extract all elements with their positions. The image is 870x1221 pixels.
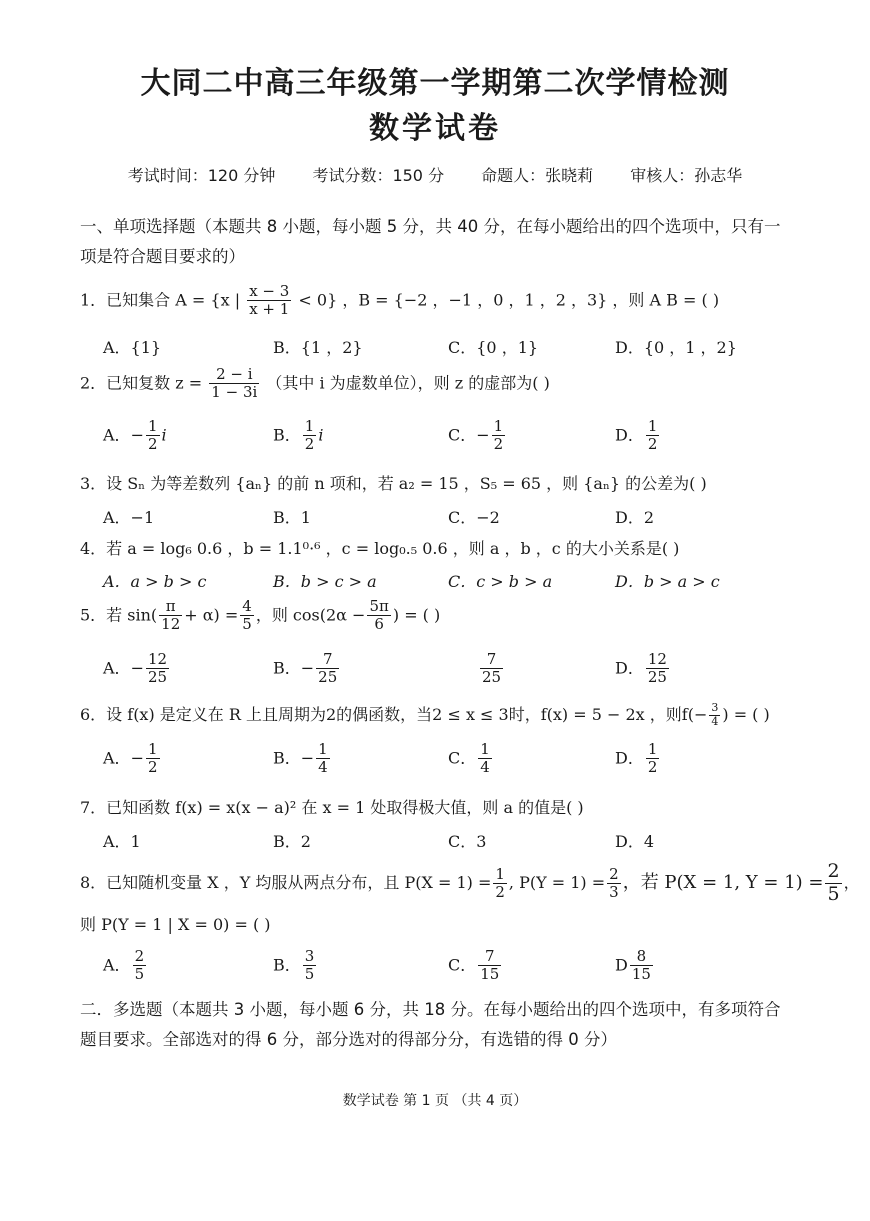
- q2-a-frac: [146, 418, 160, 454]
- q5-a-sign: −: [130, 658, 144, 678]
- question-6: [80, 702, 820, 729]
- q6-d-frac: [646, 741, 660, 777]
- q6-suffix: ) = ( ): [722, 705, 770, 724]
- q6-c-num: 1: [480, 740, 490, 758]
- q5-d-frac: [646, 651, 669, 687]
- q6-b-den: 4: [318, 758, 328, 777]
- q2-option-c: [448, 418, 507, 454]
- q1-option-b: B．{1 ，2}: [273, 338, 363, 357]
- q5-b-den: 25: [318, 668, 338, 687]
- q6-d-num: 1: [647, 740, 658, 758]
- q8-prefix: 8．已知随机变量 X ，Y 均服从两点分布，且 P(X = 1) =: [80, 872, 492, 892]
- section-2-heading: [80, 995, 810, 1055]
- q4-option-d: D．b > a > c: [615, 572, 720, 591]
- q6-a-label: A．: [103, 748, 131, 768]
- q5-f2-num: 4: [242, 597, 252, 615]
- question-7: 7．已知函数 f(x) = x(x − a)² 在 x = 1 处取得极大值，则 a 的值是( ): [80, 798, 584, 817]
- question-5: [80, 598, 820, 634]
- q6-a-sign: −: [130, 748, 144, 768]
- q2-option-a: [103, 418, 167, 454]
- q7-option-a: A．1: [103, 832, 141, 851]
- q5-option-b: [273, 651, 341, 687]
- q5-option-d: [615, 651, 671, 687]
- q5-frac-2: [240, 598, 254, 634]
- exam-reviewer: 审核人：孙志华: [630, 166, 743, 185]
- q2-c-sign: −: [476, 425, 490, 445]
- question-8: [80, 860, 860, 906]
- q8-f2-den: 3: [609, 882, 619, 901]
- exam-title: 大同二中高三年级第一学期第二次学情检测: [140, 66, 730, 101]
- exam-author: 命题人：张晓莉: [481, 166, 594, 185]
- q5-f1-den: 12: [161, 615, 181, 634]
- question-8-line-2: 则 P(Y = 1 | X = 0) = ( ): [80, 915, 271, 934]
- exam-score: 考试分数：150 分: [312, 166, 445, 185]
- section-1-line-1: 一、单项选择题（本题共 8 小题，每小题 5 分，共 40 分，在每小题给出的四个选项中，只有一: [80, 217, 781, 236]
- q2-a-num: 1: [147, 417, 158, 435]
- q8-frac-1: [493, 866, 507, 902]
- q8-option-c: [448, 948, 503, 984]
- q2-option-d: [615, 418, 661, 454]
- q1-option-a: A．{1}: [103, 338, 162, 357]
- q5-a-num: 12: [147, 650, 168, 668]
- q2-c-den: 2: [493, 435, 504, 454]
- q2-frac-num: 2 − i: [209, 366, 259, 384]
- q5-c-frac: [480, 651, 503, 687]
- q8-f2-num: 2: [609, 864, 619, 883]
- q3-option-d: D．2: [615, 508, 655, 527]
- q2-a-tail: i: [161, 425, 167, 445]
- q3-option-c: C．−2: [448, 508, 500, 527]
- q5-b-num: 7: [316, 651, 339, 669]
- q8-mid2: ，若 P(X = 1, Y = 1) =: [622, 871, 824, 893]
- q8-a-frac: [133, 948, 147, 984]
- q2-b-num: 1: [304, 417, 315, 435]
- q2-c-frac: [492, 418, 506, 454]
- q8-b-num: 3: [304, 947, 315, 965]
- q8-option-d: [615, 948, 655, 984]
- q8-a-label: A．: [103, 955, 131, 975]
- q4-option-b: B．b > c > a: [273, 572, 377, 591]
- q2-d-num: 1: [647, 417, 658, 435]
- q1-frac-den: x + 1: [249, 300, 290, 319]
- q6-frac-num: 3: [711, 701, 719, 715]
- q8-b-den: 5: [304, 965, 315, 984]
- q5-a-den: 25: [147, 668, 168, 687]
- page-footer: 数学试卷 第 1 页 （共 4 页）: [342, 1093, 528, 1109]
- q8-f3-den: 5: [827, 882, 840, 905]
- q8-a-num: 2: [134, 947, 145, 965]
- q8-f1-den: 2: [495, 882, 505, 901]
- q8-frac-2: [607, 866, 621, 902]
- q2-suffix: （其中 i 为虚数单位），则 z 的虚部为( ): [266, 373, 550, 393]
- q6-b-sign: −: [300, 748, 315, 768]
- q6-option-b: [273, 741, 332, 777]
- section-2-line-1: 二．多选题（本题共 3 小题，每小题 6 分，共 18 分。在每小题给出的四个选项中，有多项符合: [80, 1000, 781, 1019]
- q1-option-c: C．{0 ，1}: [448, 338, 539, 357]
- q8-c-frac: [478, 948, 501, 984]
- q7-option-d: D．4: [615, 832, 655, 851]
- q8-d-den: 15: [631, 965, 651, 984]
- q3-option-b: B．1: [273, 508, 311, 527]
- q3-option-a: A．−1: [103, 508, 155, 527]
- q5-a-label: A．: [103, 658, 131, 678]
- section-2-line-2: 题目要求。全部选对的得 6 分，部分选对的得部分分，有选错的得 0 分）: [80, 1030, 617, 1049]
- q8-c-label: C．: [448, 955, 477, 975]
- q5-c-den: 25: [482, 668, 502, 687]
- q6-c-den: 4: [480, 758, 490, 777]
- q5-b-frac: [316, 651, 339, 687]
- q5-b-sign: −: [300, 658, 315, 678]
- q2-a-sign: −: [130, 425, 144, 445]
- q6-frac-den: 4: [711, 715, 719, 728]
- q5-frac-3: [367, 598, 390, 634]
- q8-f3-num: 2: [827, 860, 840, 882]
- section-1-heading: [80, 212, 810, 272]
- q8-a-den: 5: [134, 965, 145, 984]
- q6-a-num: 1: [147, 740, 158, 758]
- q5-frac-1: [159, 598, 182, 634]
- q6-option-a: [103, 741, 162, 777]
- q5-b-label: B．: [273, 658, 301, 678]
- q6-b-frac: [316, 741, 330, 777]
- question-3: 3．设 Sₙ 为等差数列 {aₙ} 的前 n 项和，若 a₂ = 15 ，S₅ = 65 ，则 {aₙ} 的公差为( ): [80, 474, 707, 493]
- question-4: 4．若 a = log₆ 0.6 ，b = 1.1⁰·⁶ ，c = log₀.₅ 0.6 ，则 a ，b ，c 的大小关系是( ): [80, 539, 680, 558]
- q5-f2-den: 5: [242, 615, 252, 634]
- q8-d-label: D: [615, 955, 628, 975]
- q6-d-den: 2: [647, 758, 658, 777]
- q8-mid: , P(Y = 1) =: [508, 872, 606, 892]
- q7-option-b: B．2: [273, 832, 311, 851]
- q2-b-frac: [303, 418, 317, 454]
- q8-option-b: [273, 948, 318, 984]
- q5-f3-den: 6: [374, 615, 384, 634]
- q2-fraction: [209, 366, 259, 402]
- q8-b-label: B．: [273, 955, 301, 975]
- q4-option-a: A．a > b > c: [103, 572, 207, 591]
- q6-b-num: 1: [318, 740, 328, 758]
- q5-f1-num: π: [159, 598, 182, 616]
- q5-c-num: 7: [480, 651, 503, 669]
- q2-a-den: 2: [147, 435, 158, 454]
- q5-prefix: 5．若 sin(: [80, 605, 158, 625]
- q5-mid2: ，则 cos(2α −: [255, 605, 366, 625]
- q4-option-c: C．c > b > a: [448, 572, 553, 591]
- q2-c-num: 1: [493, 417, 504, 435]
- q2-frac-den: 1 − 3i: [211, 383, 258, 402]
- q2-b-label: B．: [273, 425, 301, 445]
- q8-d-num: 8: [630, 948, 653, 966]
- q6-c-frac: [478, 741, 492, 777]
- q6-prefix: 6．设 f(x) 是定义在 R 上且周期为2的偶函数，当2 ≤ x ≤ 3时，f(x) = 5 − 2x ，则f(−: [80, 705, 708, 724]
- q2-b-den: 2: [304, 435, 315, 454]
- q6-fraction: [709, 702, 720, 728]
- q5-f3-num: 5π: [369, 597, 389, 615]
- q6-a-frac: [146, 741, 160, 777]
- exam-subtitle: 数学试卷: [369, 111, 501, 146]
- q7-option-c: C．3: [448, 832, 487, 851]
- q2-d-frac: [646, 418, 660, 454]
- q1-option-d: D．{0 ，1 ，2}: [615, 338, 737, 357]
- q6-d-label: D．: [615, 748, 644, 768]
- q1-fraction: [247, 283, 291, 319]
- q5-d-num: 12: [647, 650, 667, 668]
- q2-d-den: 2: [647, 435, 658, 454]
- q6-option-d: [615, 741, 661, 777]
- q2-prefix: 2．已知复数 z =: [80, 373, 203, 393]
- q2-c-label: C．: [448, 425, 477, 445]
- q8-option-a: [103, 948, 148, 984]
- q8-f1-num: 1: [495, 864, 505, 883]
- q1-frac-num: x − 3: [249, 282, 290, 300]
- q8-c-num: 7: [478, 948, 501, 966]
- q1-suffix: < 0} ，B = {−2 ，−1 ，0 ，1 ，2 ，3} ，则 A B = ( ): [298, 290, 720, 310]
- q5-option-c: [478, 651, 505, 687]
- question-2: [80, 366, 820, 402]
- q1-prefix: 1．已知集合 A = {x |: [80, 290, 241, 310]
- q6-option-c: [448, 741, 494, 777]
- exam-info: [0, 163, 870, 186]
- question-1: [80, 283, 820, 319]
- q6-b-label: B．: [273, 748, 301, 768]
- q2-a-label: A．: [103, 425, 131, 445]
- q5-a-frac: [146, 651, 169, 687]
- q5-d-den: 25: [647, 668, 667, 687]
- q5-d-label: D．: [615, 658, 644, 678]
- q8-suffix: ，: [843, 872, 860, 892]
- q2-b-tail: i: [318, 425, 324, 445]
- q2-d-label: D．: [615, 425, 644, 445]
- q5-option-a: [103, 651, 171, 687]
- q8-b-frac: [303, 948, 317, 984]
- q5-suffix: ) = ( ): [392, 605, 441, 625]
- q5-mid: + α) =: [184, 605, 239, 625]
- q8-c-den: 15: [480, 965, 500, 984]
- q8-d-frac: [630, 948, 653, 984]
- q6-a-den: 2: [147, 758, 158, 777]
- exam-time: 考试时间：120 分钟: [127, 166, 276, 185]
- q8-frac-3: [825, 861, 841, 906]
- q6-c-label: C．: [448, 748, 477, 768]
- q2-option-b: [273, 418, 323, 454]
- section-1-line-2: 项是符合题目要求的）: [80, 247, 245, 266]
